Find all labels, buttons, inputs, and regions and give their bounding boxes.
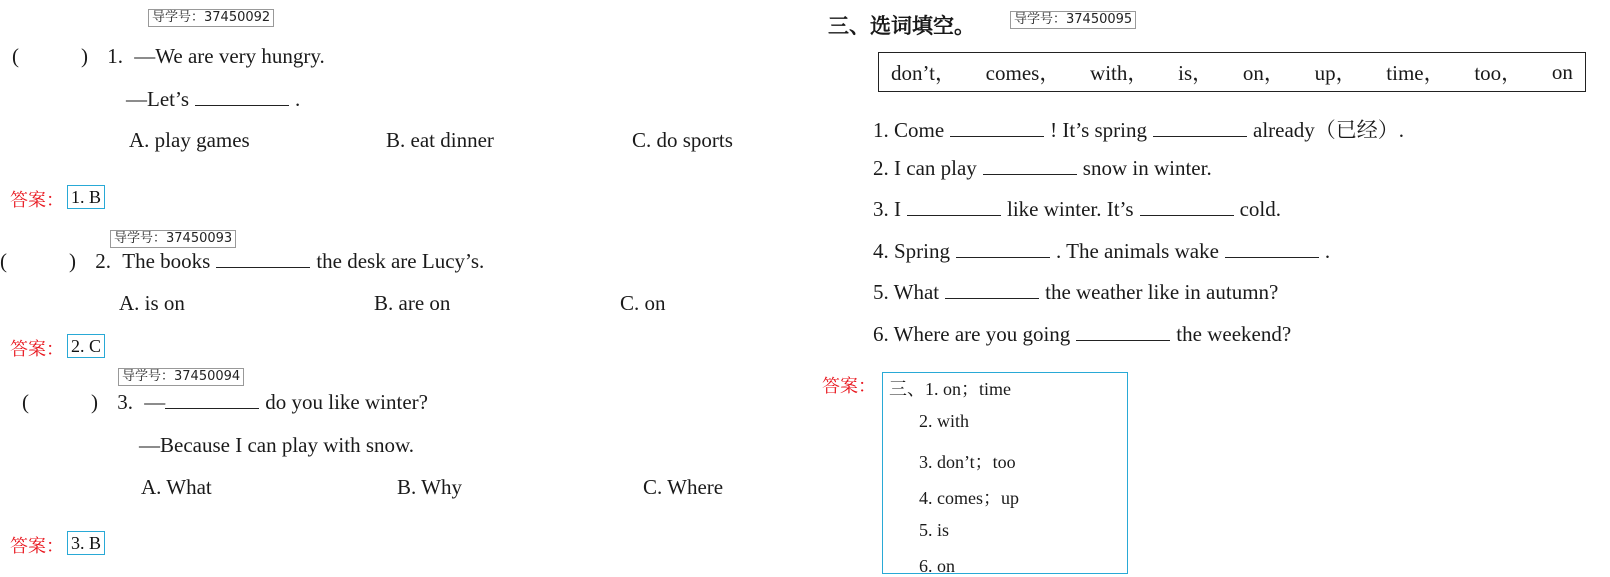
- question-2-stem: [0, 249, 484, 274]
- option-b: B. are on: [374, 291, 451, 315]
- answer-blank: [956, 239, 1050, 258]
- guide-tag-section: 导学号：37450095: [1010, 11, 1136, 29]
- fill-item-text: ! It’s spring: [1050, 118, 1147, 142]
- option-b: B. eat dinner: [386, 128, 494, 152]
- fill-item-text: 6. Where are you going: [873, 322, 1071, 346]
- option-a: A. What: [141, 475, 212, 499]
- word-bank-item: with，: [1090, 61, 1149, 85]
- guide-tag-q1: 导学号：37450092: [148, 9, 274, 27]
- fill-item-text: the weekend?: [1176, 322, 1292, 346]
- fill-item: [873, 197, 1281, 222]
- fill-item: [873, 156, 1212, 181]
- paren-open: (: [12, 44, 19, 68]
- answer-blank: [1225, 239, 1319, 258]
- guide-tag-q2: 导学号：37450093: [110, 230, 236, 248]
- option-c: C. Where: [643, 475, 724, 499]
- question-number: 2.: [95, 249, 111, 273]
- fill-item-text: the weather like in autumn?: [1045, 280, 1279, 304]
- fill-item: [873, 239, 1330, 264]
- answer-line: 5. is: [919, 520, 950, 540]
- fill-item-text: snow in winter.: [1082, 156, 1212, 180]
- answer-blank: [945, 280, 1039, 299]
- word-bank-item: is，: [1178, 61, 1214, 85]
- option-a: A. is on: [119, 291, 185, 315]
- word-bank: [878, 52, 1586, 92]
- question-number: 1.: [107, 44, 123, 68]
- fill-item-text: 2. I can play: [873, 156, 977, 180]
- option-c: C. on: [620, 291, 666, 315]
- answer-blank: [907, 197, 1001, 216]
- fill-item-text: 5. What: [873, 280, 940, 304]
- answer-blank: [216, 249, 310, 268]
- word-bank-item: comes，: [985, 61, 1061, 85]
- fill-item-text: already（已经）.: [1253, 118, 1405, 142]
- paren-close: ): [91, 390, 98, 414]
- answer-blank: [950, 118, 1044, 137]
- answer-label: 答案：: [10, 536, 64, 557]
- guide-tag-q3: 导学号：37450094: [118, 368, 244, 386]
- answer-label: 答案：: [822, 376, 876, 397]
- paren-close: ): [69, 249, 76, 273]
- word-bank-item: time，: [1386, 61, 1445, 85]
- answer-line: 三、1. on；time: [889, 379, 1011, 399]
- fill-item-text: . The animals wake: [1056, 239, 1219, 263]
- word-bank-item: too，: [1474, 61, 1523, 85]
- fill-item: [873, 322, 1291, 347]
- dialog-text: —Let’s: [126, 87, 189, 111]
- question-text: The books: [122, 249, 211, 273]
- answer-box: [882, 372, 1128, 574]
- answer-blank: [1153, 118, 1247, 137]
- answer-blank: [1076, 322, 1170, 341]
- question-3-stem: [22, 390, 428, 415]
- fill-item-text: cold.: [1239, 197, 1281, 221]
- fill-item-text: like winter. It’s: [1007, 197, 1134, 221]
- fill-item-text: 4. Spring: [873, 239, 951, 263]
- answer-label: 答案：: [10, 190, 64, 211]
- answer-box: 3. B: [67, 531, 105, 555]
- fill-item-text: .: [1324, 239, 1331, 263]
- question-text: do you like winter?: [265, 390, 428, 414]
- fill-item: [873, 114, 1404, 144]
- answer-blank: [165, 390, 259, 409]
- word-bank-item: on: [1551, 59, 1573, 84]
- answer-line: 2. with: [919, 411, 970, 431]
- answer-line: 3. don’t；too: [919, 452, 1016, 472]
- word-bank-item: up，: [1314, 61, 1357, 85]
- dialog-punct: .: [295, 87, 301, 111]
- fill-item-text: 3. I: [873, 197, 901, 221]
- answer-box: 1. B: [67, 185, 105, 209]
- option-c: C. do sports: [632, 128, 733, 152]
- option-b: B. Why: [397, 475, 462, 499]
- word-bank-item: on，: [1242, 61, 1285, 85]
- word-bank-item: don’t，: [891, 61, 956, 85]
- fill-item-text: 1. Come: [873, 118, 945, 142]
- option-a: A. play games: [129, 128, 250, 152]
- question-1-stem: [12, 44, 325, 69]
- question-number: 3.: [117, 390, 133, 414]
- answer-line: 4. comes；up: [919, 488, 1019, 508]
- question-text-end: the desk are Lucy’s.: [316, 249, 485, 273]
- answer-label: 答案：: [10, 339, 64, 360]
- section-heading: 三、选词填空。: [828, 14, 975, 38]
- paren-close: ): [81, 44, 88, 68]
- question-text: —We are very hungry.: [134, 44, 325, 68]
- dialog-dash: —: [144, 390, 166, 414]
- answer-box: 2. C: [67, 334, 105, 358]
- answer-blank: [983, 156, 1077, 175]
- answer-blank: [1140, 197, 1234, 216]
- fill-item: [873, 280, 1278, 305]
- answer-line: 6. on: [919, 556, 955, 576]
- paren-open: (: [22, 390, 29, 414]
- question-1-line2: [126, 87, 300, 112]
- paren-open: (: [0, 249, 7, 273]
- question-3-line2: —Because I can play with snow.: [139, 433, 415, 457]
- answer-blank: [195, 87, 289, 106]
